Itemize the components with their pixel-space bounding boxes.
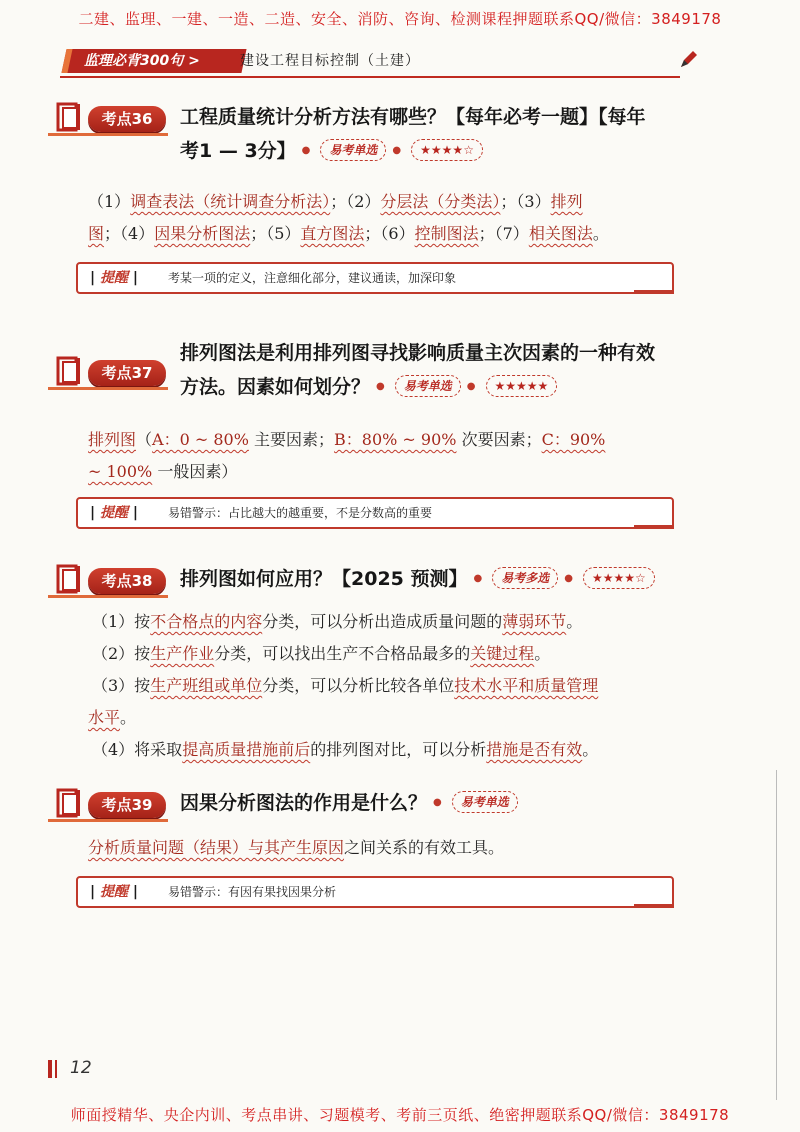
pen-icon (678, 48, 700, 70)
bottom-banner: 师面授精华、央企内训、考点串讲、习题模考、考前三页纸、绝密押题联系QQ/微信：3849178 (70, 1106, 730, 1124)
topic-badge (48, 786, 168, 822)
answer-39: 分析质量问题（结果）与其产生原因之间关系的有效工具。 (88, 838, 505, 857)
book-icon (56, 564, 82, 594)
tip-box-39: | 提醒 | 易错警示：有因有果找因果分析 (76, 876, 674, 908)
topic-number: 考点36 (88, 106, 166, 132)
topic-badge (48, 562, 168, 598)
book-icon (56, 788, 82, 818)
star-rating: ★★★★☆ (583, 567, 655, 589)
answer-38: （1）按不合格点的内容分类，可以分析出造成质量问题的薄弱环节。 （2）按生产作业分类，可以找出生产不合格品最多的关键过程。 （3）按生产班组或单位分类，可以分析比较各单位技术水平和质量管理 水平。 （4）将采取提高质量措施前后的排列图对比，可以分析措施是否有效。 (88, 612, 599, 759)
topic-badge (48, 354, 168, 390)
book-icon (56, 102, 82, 132)
topic-number: 考点39 (88, 792, 166, 818)
topic-question: 排列图法是利用排列图寻找影响质量主次因素的一种有效 方法。因素如何划分？ ● 易考单选 ● ★★★★★ (180, 342, 656, 398)
topic-number: 考点38 (88, 568, 166, 594)
answer-37: 排列图（A：0 ~ 80% 主要因素；B：80% ~ 90% 次要因素；C：90% ~ 100% 一般因素） (88, 430, 606, 481)
difficulty-chip: 易考单选 (452, 791, 518, 813)
book-icon (56, 356, 82, 386)
difficulty-chip: 易考单选 (395, 375, 461, 397)
topic-question: 排列图如何应用？【2025 预测】 ● 易考多选 ● ★★★★☆ (180, 562, 710, 596)
series-tag: 监理必背300句 > (61, 49, 246, 73)
topic-badge (48, 100, 168, 136)
topic-question: 工程质量统计分析方法有哪些？【每年必考一题】【每年 考1 — 3分】 ● 易考单选 ● ★★★★☆ (180, 106, 646, 162)
header-rule (60, 76, 680, 78)
top-banner: 二建、监理、一建、一造、二造、安全、消防、咨询、检测课程押题联系QQ/微信：3849178 (78, 10, 722, 28)
answer-36: （1）调查表法（统计调查分析法）；（2）分层法（分类法）；（3）排列 图；（4）因果分析图法；（5）直方图法；（6）控制图法；（7）相关图法。 (88, 192, 609, 243)
difficulty-chip: 易考单选 (320, 139, 386, 161)
page-header (50, 46, 700, 76)
tip-box-37: | 提醒 | 易错警示：占比越大的越重要，不是分数高的重要 (76, 497, 674, 529)
star-rating: ★★★★★ (486, 375, 558, 397)
section-subtitle: 建设工程目标控制（土建） (240, 53, 420, 69)
topic-question: 因果分析图法的作用是什么？ ● 易考单选 (180, 786, 710, 820)
difficulty-chip: 易考多选 (492, 567, 558, 589)
topic-number: 考点37 (88, 360, 166, 386)
star-rating: ★★★★☆ (411, 139, 483, 161)
tip-box-36: | 提醒 | 考某一项的定义，注意细化部分，建议通读，加深印象 (76, 262, 674, 294)
